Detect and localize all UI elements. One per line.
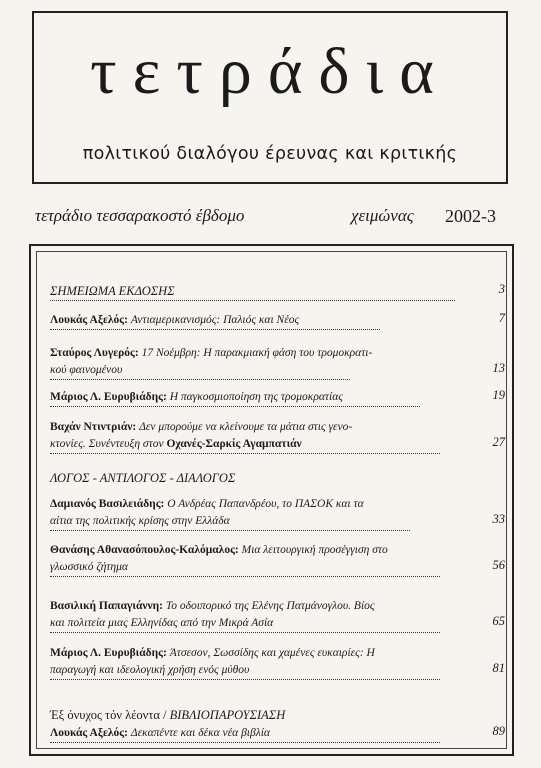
entry-author: Δαμιανός Βασιλειάδης:: [50, 498, 165, 510]
toc-entry: [50, 389, 505, 407]
toc-entry: [50, 345, 505, 380]
entry-title-continued: και πολιτεία μιας Ελληνίδας από την Μικρά Ασία: [50, 615, 440, 633]
entry-title: Άτσεσον, Σωσσίδης και χαμένες ευκαιρίες: Η: [169, 647, 375, 659]
issue-year: 2002-3: [445, 206, 496, 226]
entry-title-continued: παραγωγή και ιδεολογική χρήση ενός μύθου: [50, 662, 440, 680]
page-number: 65: [492, 614, 505, 628]
page-number: 13: [492, 361, 505, 375]
entry-title-continued: γλωσσικό ζήτημα: [50, 559, 440, 577]
entry-title: Δεκαπέντε και δέκα νέα βιβλία: [130, 727, 270, 739]
page-number: 27: [492, 435, 505, 449]
toc-entry: [50, 496, 505, 531]
entry-author: Μάριος Λ. Ευρυβιάδης:: [50, 391, 167, 403]
entry-title: Το οδοιπορικό της Ελένης Πατμάνογλου. Βίος: [165, 600, 375, 612]
page-number: 3: [498, 282, 505, 296]
journal-title: τετράδια: [90, 35, 450, 108]
masthead: [32, 11, 508, 184]
entry-title: Αντιαμερικανισμός: Παλιός και Νέος: [130, 314, 300, 326]
page-number: 89: [492, 724, 505, 738]
entry-author: Βαχάν Ντιντριάν:: [50, 421, 137, 433]
entry-title: Μια λειτουργική προσέγγιση στο: [241, 544, 388, 556]
toc-section-heading: ΛΟΓΟΣ - ΑΝΤΙΛΟΓΟΣ - ΔΙΑΛΟΓΟΣ: [50, 471, 236, 485]
entry-title: Ο Ανδρέας Παπανδρέου, το ΠΑΣΟΚ και τα: [167, 498, 364, 510]
entry-author: Λουκάς Αξελός:: [50, 727, 128, 739]
entry-author: Βασιλική Παπαγιάννη:: [50, 600, 163, 612]
entry-author: Μάριος Λ. Ευρυβιάδης:: [50, 647, 167, 659]
entry-title-continued: αίτια της πολιτικής κρίσης στην Ελλάδα: [50, 513, 410, 531]
entry-author: Λουκάς Αξελός:: [50, 314, 128, 326]
journal-subtitle: πολιτικού διαλόγου έρευνας και κριτικής: [82, 144, 458, 164]
section-epigraph: Έξ όνυχος τόν λέοντα /: [50, 708, 167, 722]
entry-title: 17 Νοέμβρη: Η παρακμιακή φάση του τρομοκρατι-: [141, 347, 373, 359]
entry-author: Θανάσης Αθανασόπουλος-Καλόμαλος:: [50, 544, 239, 556]
entry-title-continued: κτονίες. Συνέντευξη στον: [50, 438, 164, 450]
section-label: ΒΙΒΛΙΟΠΑΡΟΥΣΙΑΣΗ: [169, 708, 286, 722]
editorial-label: ΣΗΜΕΙΩΜΑ ΕΚΔΟΣΗΣ: [50, 284, 175, 298]
toc-entry: [50, 645, 505, 680]
toc-entry: [50, 725, 505, 743]
toc-entry: [50, 419, 505, 454]
toc-entry: [50, 598, 505, 633]
interviewee-name: Οχανές-Σαρκίς Αγαμπατιάν: [166, 438, 302, 450]
toc-entry: [50, 542, 505, 577]
toc-editorial: [50, 283, 505, 301]
issue-name: τετράδιο τεσσαρακοστό έβδομο: [35, 206, 245, 225]
entry-title-continued: κού φαινομένου: [50, 362, 350, 380]
entry-author: Σταύρος Λυγερός:: [50, 347, 139, 359]
toc-entry: [50, 312, 505, 330]
page-number: 7: [498, 311, 505, 325]
page-number: 81: [492, 661, 505, 675]
issue-season: χειμώνας: [351, 206, 414, 225]
toc-section-heading: [50, 707, 505, 724]
page-number: 19: [492, 388, 505, 402]
page-number: 33: [492, 512, 505, 526]
page-number: 56: [492, 558, 505, 572]
entry-title: Δεν μπορούμε να κλείνουμε τα μάτια στις γενο-: [139, 421, 353, 433]
entry-title: Η παγκοσμιοποίηση της τρομοκρατίας: [169, 391, 343, 403]
